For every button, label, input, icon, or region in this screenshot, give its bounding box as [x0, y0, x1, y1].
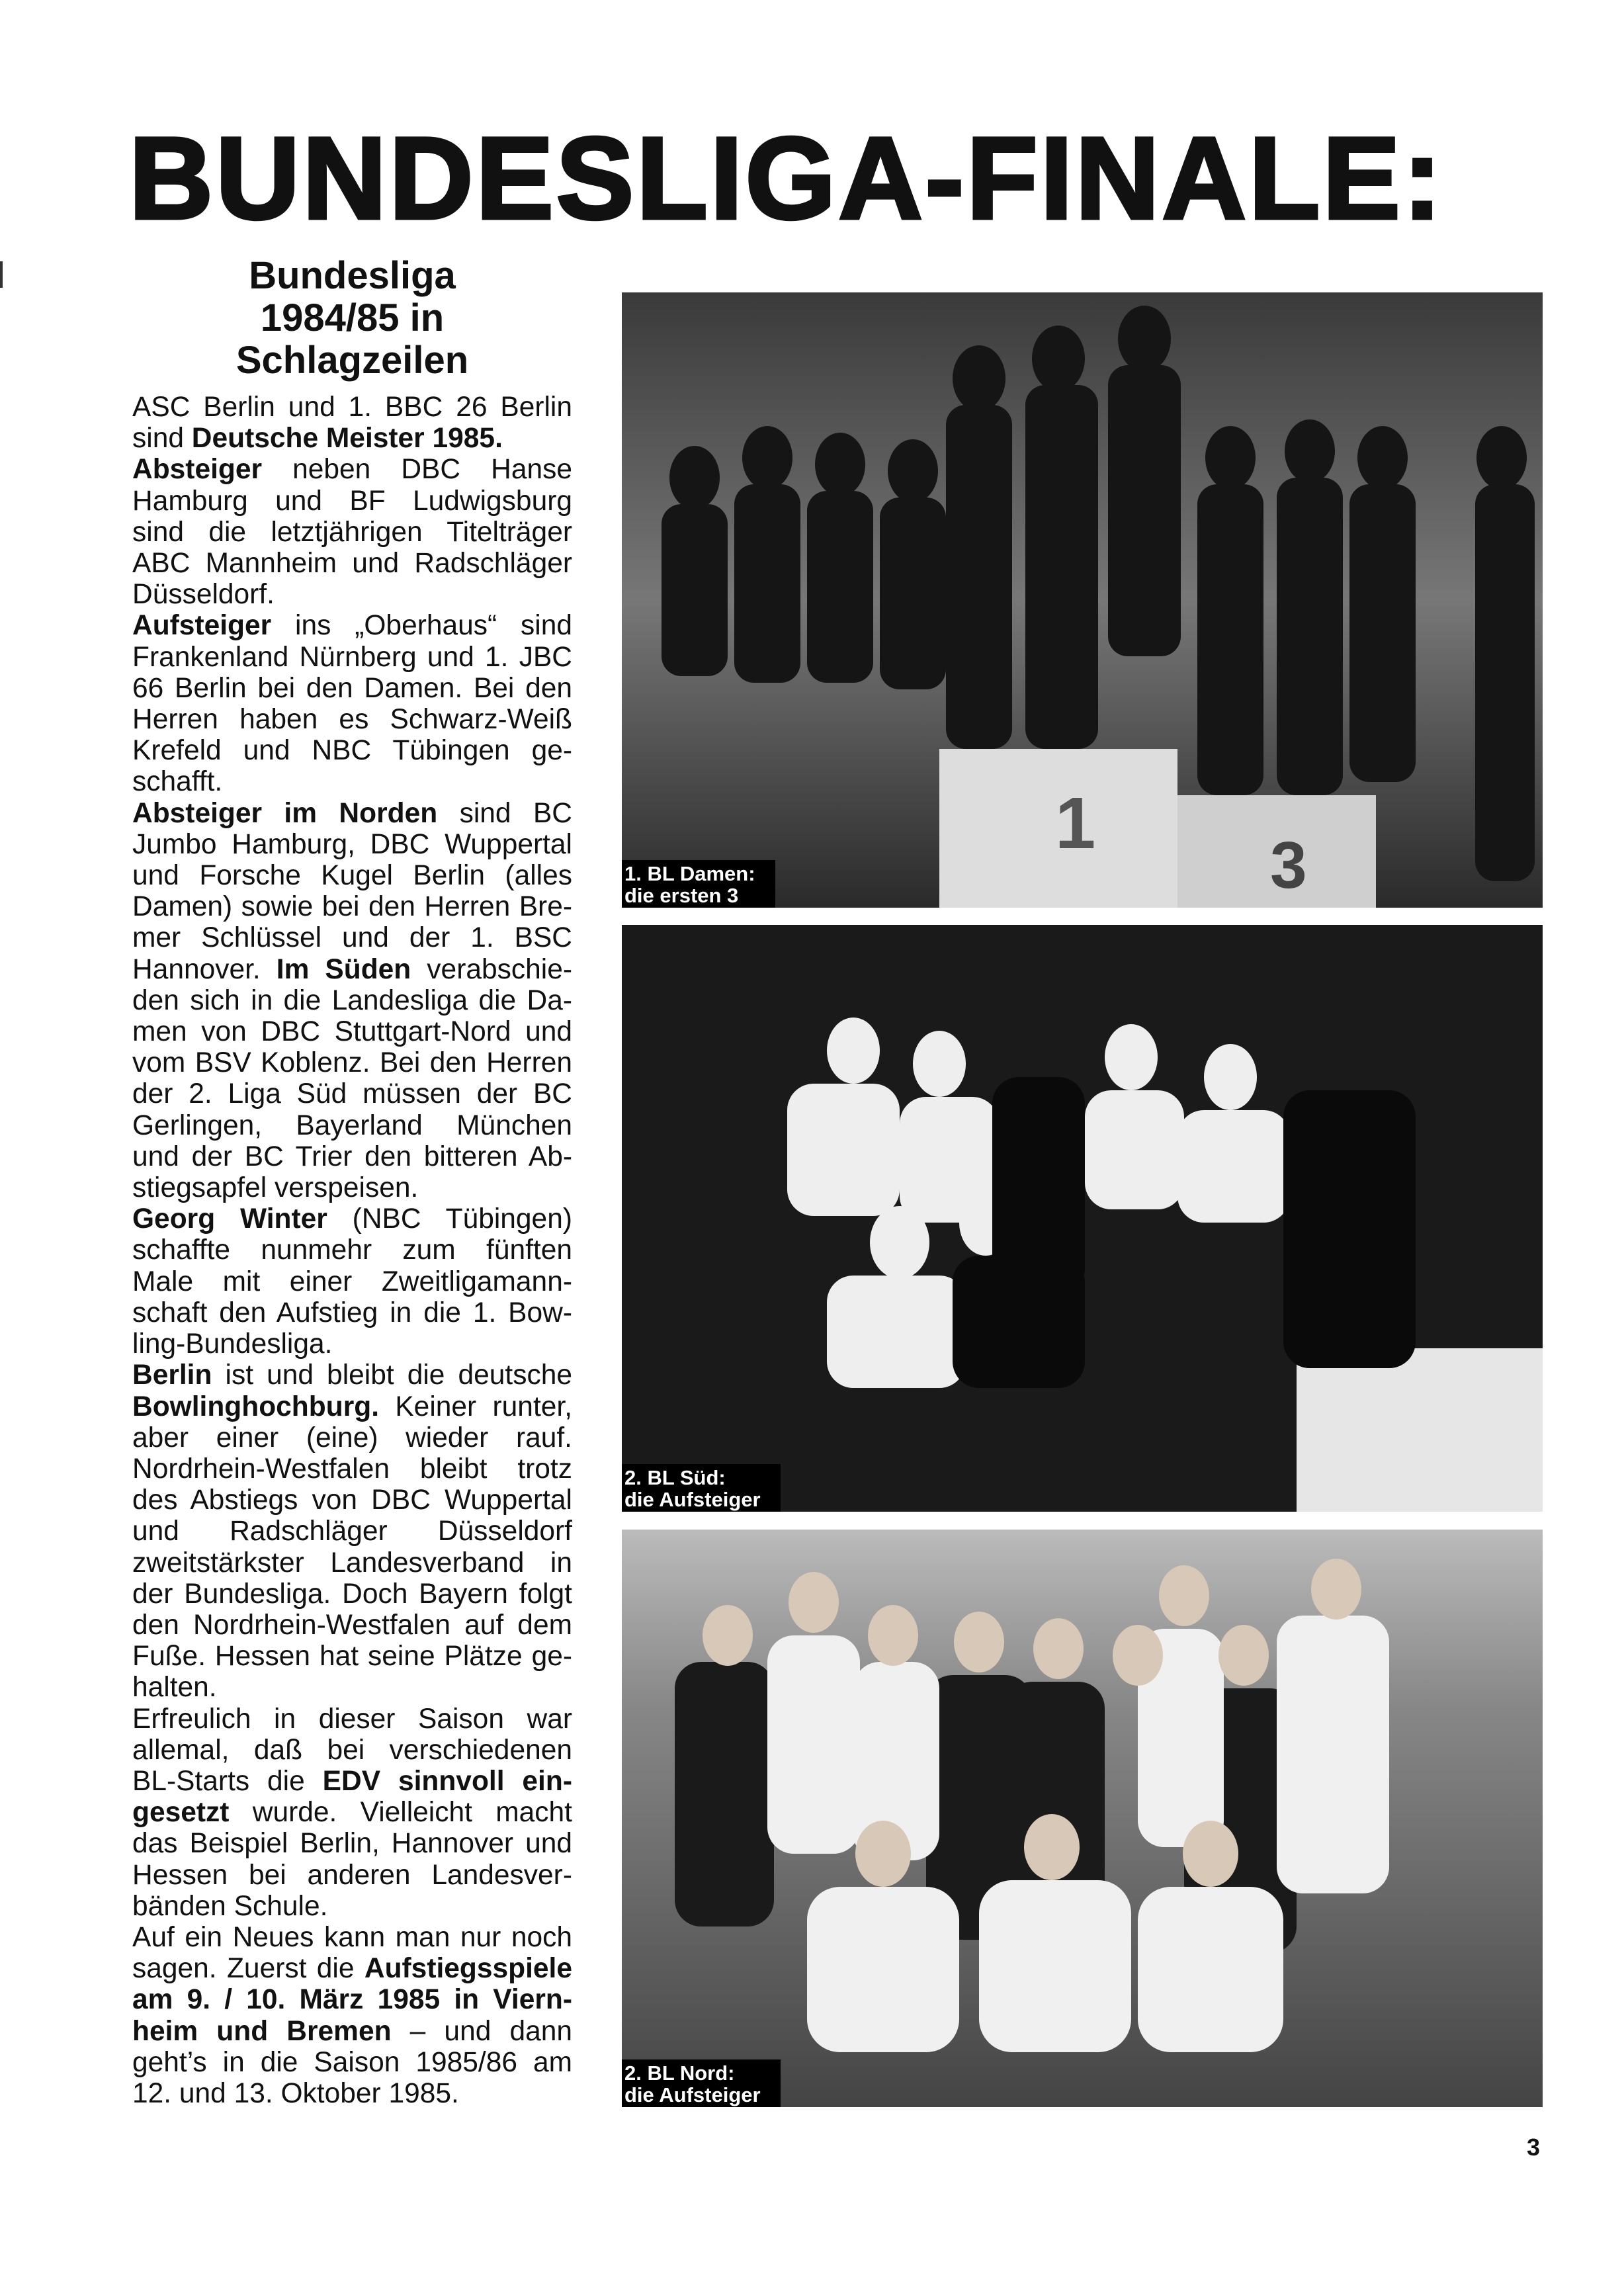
- bold-text: Aufsteiger: [132, 610, 272, 642]
- caption-line: 2. BL Nord:: [624, 2061, 735, 2085]
- article-paragraph: [132, 454, 572, 610]
- bold-text: Georg Winter: [132, 1203, 327, 1235]
- article-paragraph: [132, 610, 572, 797]
- article-paragraph: [132, 392, 572, 454]
- photo-caption: [622, 1464, 781, 1512]
- text-run: sind BC Jumbo Hamburg, DBC Wuppertal und Forsche Kugel Berlin (alles Damen) sowie bei den Herren Bremer Schlüssel und der 1. BSC Hannover.: [132, 797, 572, 985]
- photo-bl-sued: [622, 925, 1543, 1512]
- article-paragraph: [132, 798, 572, 1204]
- photo-caption: [622, 860, 775, 908]
- text-run: – und dann geht’s in die Saison 1985/86 am 12. und 13. Oktober 1985.: [132, 2015, 572, 2109]
- subheading-line: 1984/85 in: [260, 296, 445, 339]
- photo-bl-nord: [622, 1530, 1543, 2107]
- page-title: BUNDESLIGA-FINALE:: [129, 114, 1445, 243]
- article-subheading: [132, 255, 572, 382]
- text-run: (NBC Tübingen) schaffte nunmehr zum fünften Male mit einer Zweitligamannschaft den Aufstieg in die 1. Bowling-Bundesliga.: [132, 1203, 572, 1360]
- photo-image: [622, 292, 1543, 908]
- text-run: Keiner runter, aber einer (eine) wieder rauf. Nordrhein-Westfalen bleibt trotz des Abstiegs von DBC Wuppertal und Radschläger Düsseldorf zweitstärkster Landesverband in der Bundesliga. Doch Bayern folgt den Nordrhein-Westfalen auf dem Fuße. Hessen hat seine Plätze gehalten.: [132, 1391, 572, 1704]
- scan-edge-mark: [0, 261, 3, 288]
- text-run: Erfreulich in dieser Saison war allemal, daß bei verschiedenen BL-Starts die: [132, 1703, 572, 1797]
- bold-text: Absteiger im Norden: [132, 797, 438, 829]
- bold-text: Absteiger: [132, 454, 263, 486]
- photo-image: [622, 925, 1543, 1512]
- article-paragraph: [132, 1704, 572, 1922]
- text-run: verabschieden sich in die Landesliga die Damen von DBC Stuttgart-Nord und vom BSV Koblenz. Bei den Herren der 2. Liga Süd müssen der BC Gerlingen, Bayerland München und der BC Trier den bitteren Abstiegsapfel verspeisen.: [132, 953, 572, 1204]
- caption-line: die Aufsteiger: [624, 2083, 761, 2106]
- subheading-line: Schlagzeilen: [235, 339, 469, 382]
- article-body: [132, 392, 572, 2109]
- text-run: ins „Oberhaus“ sind Frankenland Nürnberg und 1. JBC 66 Berlin bei den Damen. Bei den Herren haben es Schwarz-Weiß Krefeld und NBC Tübingen geschafft.: [132, 610, 572, 798]
- podium-number: 3: [1270, 828, 1307, 902]
- caption-line: 1. BL Damen:: [624, 862, 755, 885]
- text-run: ASC Berlin und 1. BBC 26 Berlin sind: [132, 392, 572, 455]
- photo-image: [622, 1530, 1543, 2107]
- bold-text: Im Süden: [276, 953, 411, 985]
- bold-text: EDV sinnvoll eingesetzt: [132, 1765, 572, 1829]
- bold-text: Berlin: [132, 1360, 212, 1391]
- photo-bl-damen: [622, 292, 1543, 908]
- text-run: ist und bleibt die deutsche: [212, 1360, 572, 1391]
- photo-caption: [622, 2059, 781, 2107]
- text-run: Auf ein Neues kann man nur noch sagen. Zuerst die: [132, 1921, 572, 1985]
- article-paragraph: [132, 1203, 572, 1360]
- bold-text: Aufstiegsspiele am 9. / 10. März 1985 in Viernheim und Bremen: [132, 1953, 572, 2047]
- article-paragraph: [132, 1360, 572, 1703]
- bold-text: Deutsche Meister 1985.: [191, 423, 503, 455]
- podium-number: 1: [1055, 783, 1096, 864]
- text-run: neben DBC Hanse Hamburg und BF Ludwigsburg sind die letztjährigen Titelträger ABC Mannheim und Radschläger Düsseldorf.: [132, 454, 572, 611]
- ball-return: [1297, 1348, 1543, 1512]
- page-number: 3: [1527, 2134, 1541, 2161]
- caption-line: die ersten 3: [624, 884, 739, 907]
- caption-line: 2. BL Süd:: [624, 1466, 726, 1489]
- bold-text: Bowlinghochburg.: [132, 1391, 379, 1422]
- text-run: wurde. Vielleicht macht das Beispiel Berlin, Hannover und Hessen bei anderen Landesverbänden Schule.: [132, 1797, 572, 1922]
- caption-line: die Aufsteiger: [624, 1488, 761, 1511]
- subheading-line: Bundesliga: [249, 254, 456, 297]
- article-paragraph: [132, 1922, 572, 2109]
